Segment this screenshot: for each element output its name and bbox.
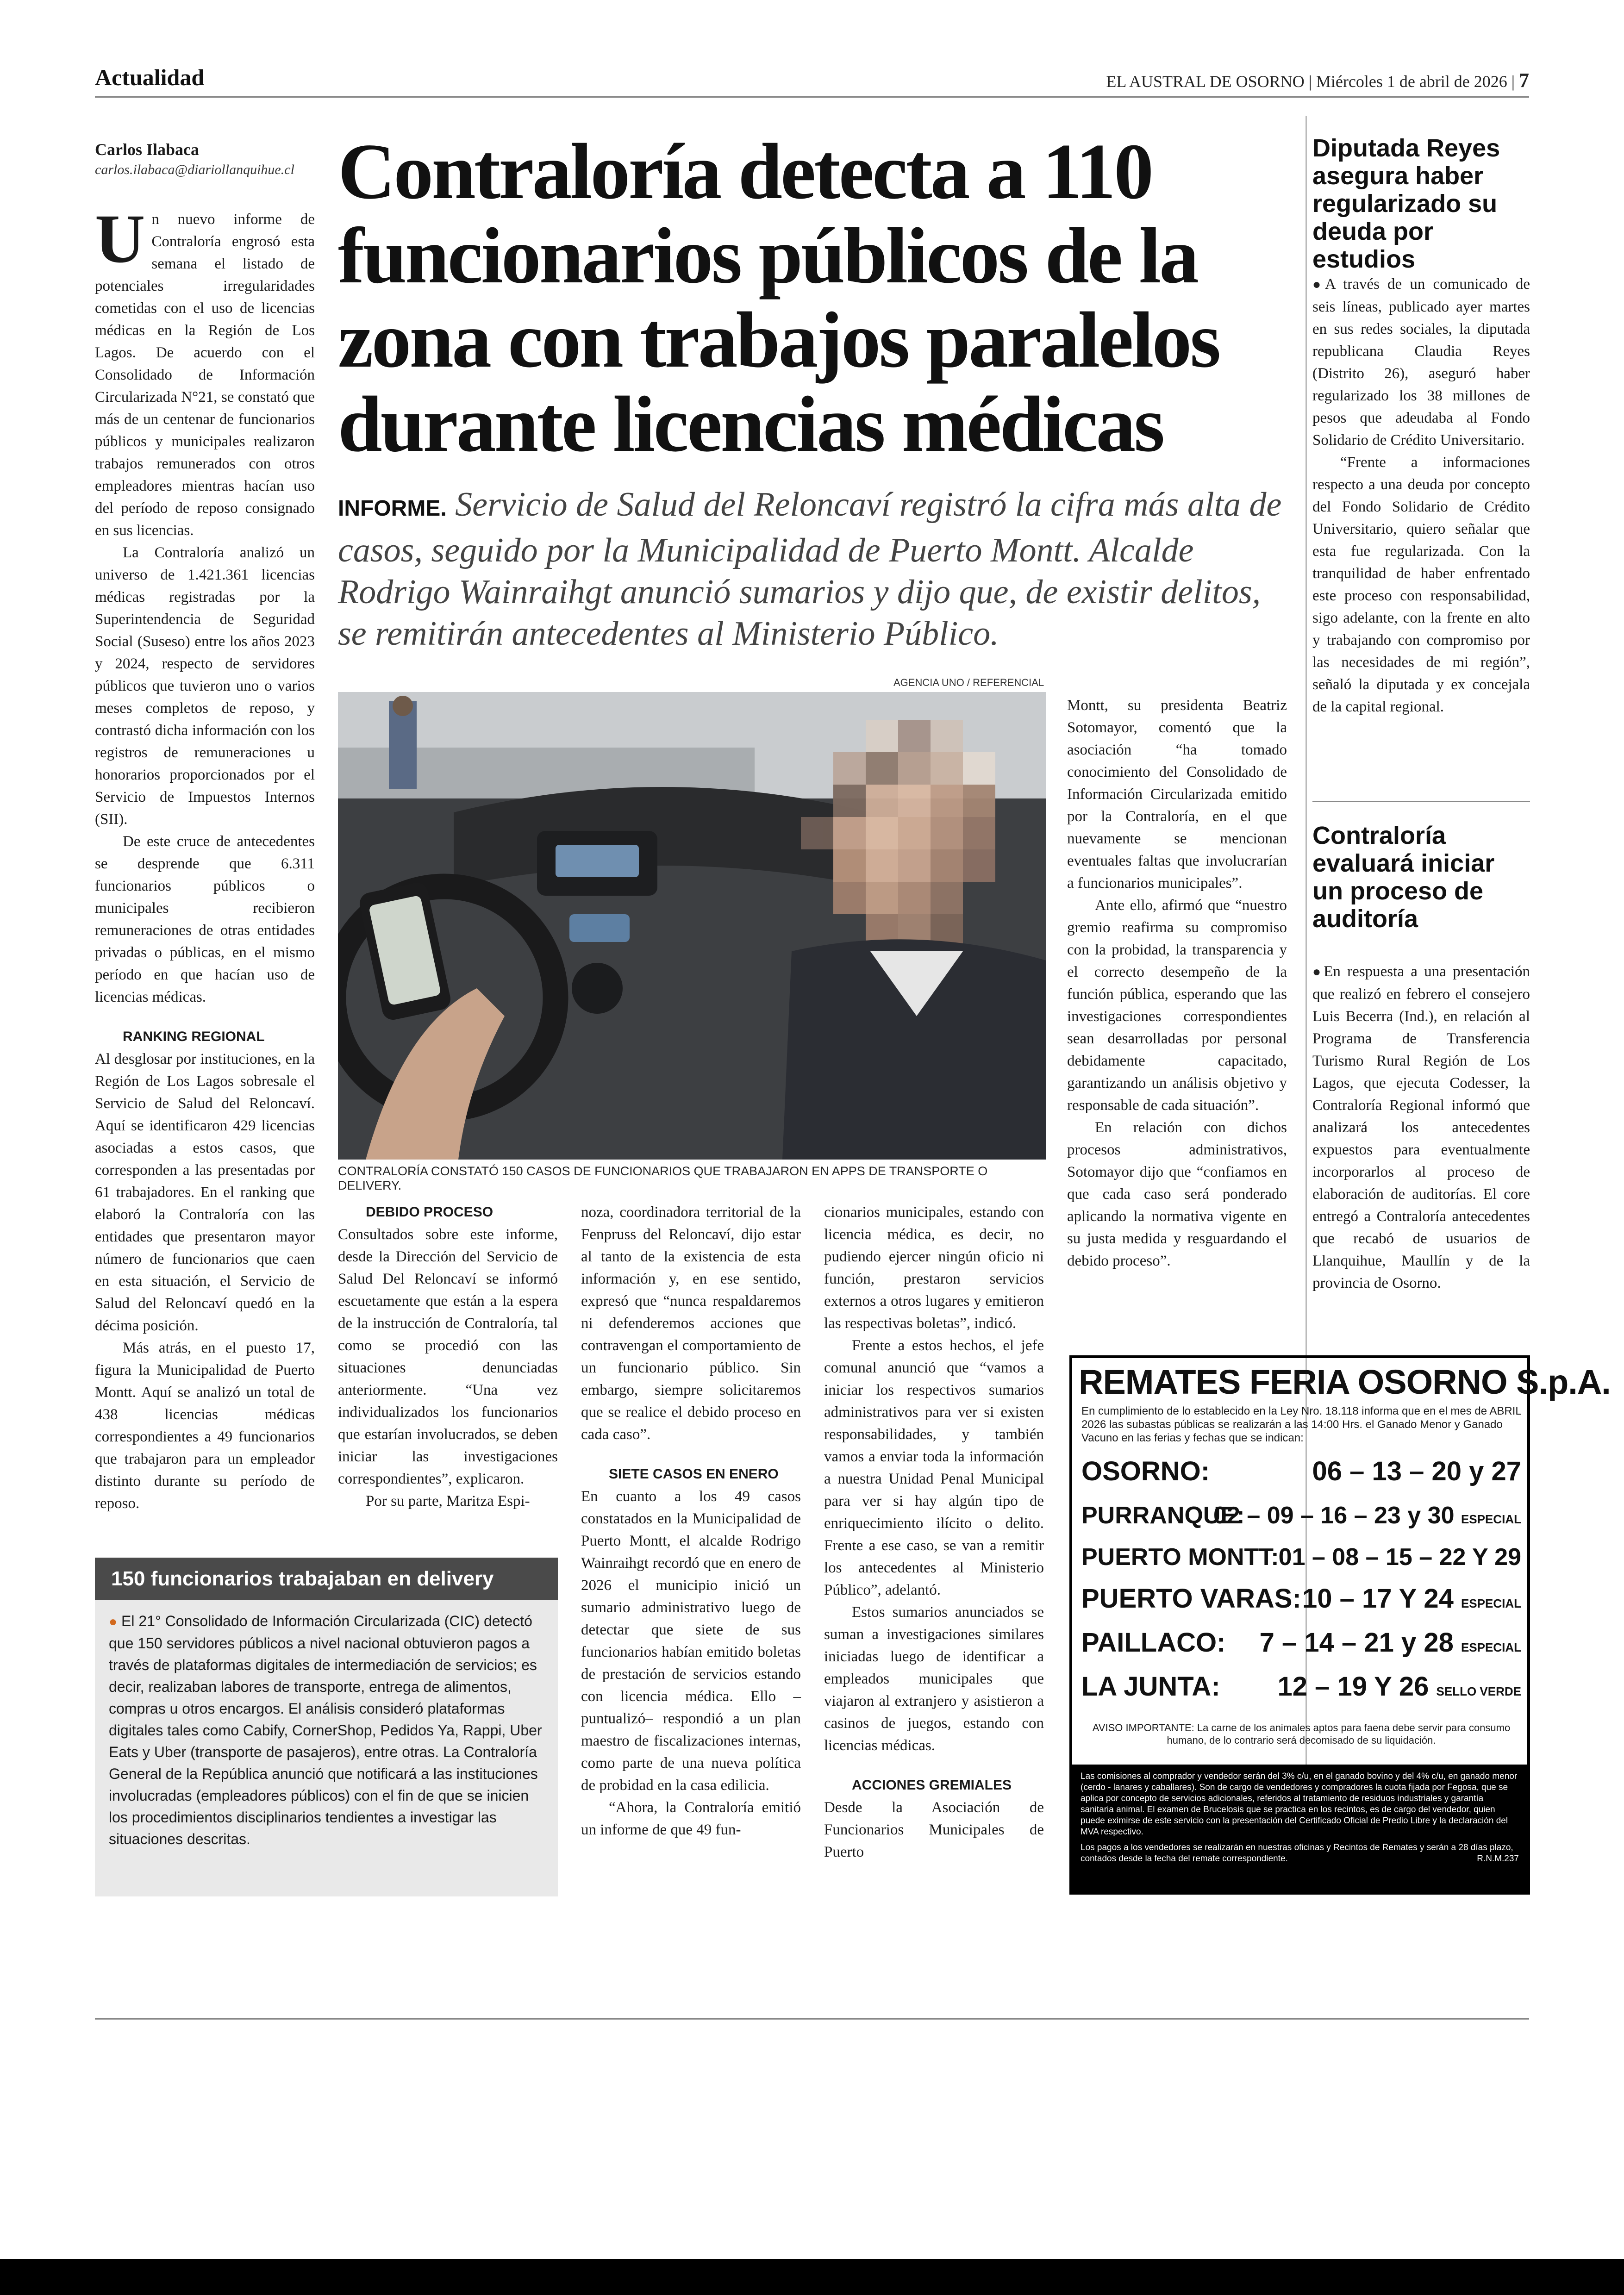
bullet-icon: ● <box>109 1614 118 1629</box>
article-column-5 <box>1067 694 1287 1272</box>
paragraph: Al desglosar por instituciones, en la Región de Los Lagos sobresale el Servicio de Salud del Reloncaví. Aquí se identificaron 429 licencias asociadas a estos casos, que corresponden a las presentadas por 61 trabajadores. En el ranking que elaboró la Contraloría con las entidades que presentaron mayor número de funcionarios que caen en esta situación, el Servicio de Salud del Reloncaví quedó en la décima posición. <box>95 1051 315 1334</box>
paragraph: De este cruce de antecedentes se desprende que 6.311 funcionarios públicos o municipales recibieron remuneraciones de otras entidades privadas o públicas, en el mismo período en que hacían uso de licencias médicas. <box>95 833 315 1005</box>
article-column-3 <box>581 1201 801 1841</box>
article-column-4 <box>824 1201 1044 1863</box>
article-photo <box>338 692 1046 1160</box>
paragraph: En relación con dichos procesos administrativos, Sotomayor dijo que “confiamos en que cada caso será ponderado aplicando la normativa vigente en su justa medida y resguardando el debido proceso”. <box>1067 1119 1287 1269</box>
ad-row-puerto-montt: PUERTO MONTT: 01 – 08 – 15 – 22 Y 29 <box>1081 1544 1521 1571</box>
sidebar-story2-title: Contraloría evaluará iniciar un proceso de auditoría <box>1312 822 1495 933</box>
dropcap: U <box>95 200 145 277</box>
subheading-acciones-gremiales: ACCIONES GREMIALES <box>852 1777 1012 1793</box>
sidebar-rule <box>1312 801 1530 802</box>
paragraph: Más atrás, en el puesto 17, figura la Municipalidad de Puerto Montt. Aquí se analizó un total de 438 licencias médicas correspondientes a 49 funcionarios que trabajaron para un empleador distinto durante su período de reposo. <box>95 1340 315 1512</box>
paragraph: La Contraloría analizó un universo de 1.421.361 licencias médicas registradas por la Superintendencia de Seguridad Social (Suseso) entre los años 2023 y 2024, respecto de servidores públicos que tuvieron uno o varios meses completos de reposo, y contrastó dicha información con los registros de remuneraciones u honorarios proporcionados por el Servicio de Impuestos Internos (SII). <box>95 544 315 828</box>
paper-info: EL AUSTRAL DE OSORNO | Miércoles 1 de abril de 2026 | 7 <box>1106 69 1529 92</box>
bottom-bar <box>0 2259 1624 2295</box>
deck-text: Servicio de Salud del Reloncaví registró la cifra más alta de casos, seguido por la Municipalidad de Puerto Montt. Alcalde Rodrigo Wainraihgt anunció sumarios y dijo que, de existir delitos, se remitirán antecedentes al Ministerio Público. <box>338 486 1282 653</box>
paragraph: Por su parte, Maritza Espi- <box>366 1493 530 1509</box>
bullet-icon: ● <box>1312 277 1325 292</box>
page-number: 7 <box>1519 69 1529 92</box>
footer-rule <box>95 2018 1529 2020</box>
header-rule <box>95 96 1529 98</box>
lead-paragraph: Un nuevo informe de Contraloría engrosó esta semana el listado de potenciales irregularidades cometidas con el uso de licencias médicas en la Región de Los Lagos. De acuerdo con el Consolidado de Información Circularizada N°21, se constató que más de un centenar de funcionarios públicos y municipales realizaron trabajos remunerados con otros empleadores mientras hacían uso del período de reposo consignado en sus licencias. <box>95 200 315 539</box>
article-column-2 <box>338 1201 558 1512</box>
paragraph: “Ahora, la Contraloría emitió un informe de que 49 fun- <box>581 1799 801 1838</box>
paragraph: ●A través de un comunicado de seis líneas, publicado ayer martes en sus redes sociales, la diputada republicana Claudia Reyes (Distrito 26), aseguró haber regularizado los 38 millones de pesos que adeudaba al Fondo Solidario de Crédito Universitario. <box>1312 276 1530 449</box>
issue-date: Miércoles 1 de abril de 2026 <box>1316 72 1507 91</box>
paragraph: Frente a estos hechos, el jefe comunal anunció que “vamos a iniciar los respectivos sumarios administrativos para ver si existen responsabilidades, y también vamos a enviar toda la información a nuestra Unidad Penal Municipal para ver si hay algún tipo de enriquecimiento ilícito o delito. Frente a ese caso, se van a remitir los antecedentes al Ministerio Público”, adelantó. <box>824 1337 1044 1598</box>
author-name: Carlos Ilabaca <box>95 140 199 159</box>
photo-caption: CONTRALORÍA CONSTATÓ 150 CASOS DE FUNCIONARIOS QUE TRABAJARON EN APPS DE TRANSPORTE O DELIVERY. <box>338 1164 988 1192</box>
box-body <box>95 1600 558 1896</box>
paragraph: Ante ello, afirmó que “nuestro gremio reafirma su compromiso con la probidad, la transparencia y el correcto desempeño de la función pública, esperando que las investigaciones correspondientes sean desarrolladas por personal debidamente capacitado, garantizando un análisis objetivo y responsable de cada situación”. <box>1067 897 1287 1114</box>
ad-footer-payments: Los pagos a los vendedores se realizarán en nuestras oficinas y Recintos de Remates y serán a 28 días plazo, contados desde la fecha del remate correspondiente. R.N.M.237 <box>1081 1843 1519 1864</box>
paragraph: ●En respuesta a una presentación que realizó en febrero el consejero Luis Becerra (Ind.), en relación al Programa de Transferencia Turismo Rural Región de Los Lagos, que ejecuta Codesser, la Contraloría Regional informó que analizará los antecedentes expuestos para eventualmente incorporarlos al proceso de elaboración de auditorías. El core entregó a Contraloría antecedentes que recabó de usuarios de Llanquihue, Maullín y de la provincia de Osorno. <box>1312 963 1530 1291</box>
ad-notice: AVISO IMPORTANTE: La carne de los animales aptos para faena debe servir para consumo humano, de lo contrario será decomisado de su liquidación. <box>1092 1722 1511 1746</box>
ad-title: REMATES FERIA OSORNO S.p.A. <box>1079 1363 1611 1401</box>
paragraph: Desde la Asociación de Funcionarios Municipales de Puerto <box>824 1799 1044 1860</box>
headline: Contraloría detecta a 110 funcionarios públicos de la zona con trabajos paralelos durante licencias médicas <box>338 128 1219 468</box>
box-text: El 21° Consolidado de Información Circularizada (CIC) detectó que 150 servidores públicos a nivel nacional obtuvieron pagos a través de plataformas digitales de intermediación de servicios; es decir, realizaban labores de transporte, entrega de alimentos, compras u otros encargos. El análisis consideró plataformas digitales tales como Cabify, CornerShop, Pedidos Ya, Rappi, Uber Eats y Uber (transporte de pasajeros), entre otras. La Contraloría General de la República anunció que notificará a las instituciones involucradas (empleadores públicos) con el fin de que se inicien los procedimientos disciplinarios tendientes a investigar las situaciones descritas. <box>109 1613 542 1847</box>
paragraph: Montt, su presidenta Beatriz Sotomayor, comentó que la asociación “ha tomado conocimiento del Consolidado de Información Circularizada emitido por la Contraloría, en el que nuevamente se mencionan eventuales faltas que involucrarían a funcionarios municipales”. <box>1067 697 1287 892</box>
subheading-ranking: RANKING REGIONAL <box>123 1029 265 1044</box>
ad-row-osorno: OSORNO: 06 – 13 – 20 y 27 <box>1081 1456 1521 1486</box>
deck-kicker: INFORME. <box>338 496 447 521</box>
deck <box>338 484 1296 655</box>
subheading-siete-casos: SIETE CASOS EN ENERO <box>609 1466 779 1482</box>
ad-code: R.N.M.237 <box>1477 1854 1519 1864</box>
ad-row-purranque: PURRANQUE: 02 – 09 – 16 – 23 y 30 ESPECIAL <box>1081 1502 1521 1529</box>
photo-credit: AGENCIA UNO / REFERENCIAL <box>893 677 1044 688</box>
paragraph: Consultados sobre este informe, desde la Dirección del Servicio de Salud Del Reloncaví se informó escuetamente que están a la espera de la instrucción de Contraloría, tal como se procedió con las situaciones denunciadas anteriormente. “Una vez individualizados los funcionarios que estarían involucrados, se deben iniciar las investigaciones correspondientes”, explicaron. <box>338 1226 558 1487</box>
ad-footer-commissions: Las comisiones al comprador y vendedor serán del 3% c/u, en el ganado bovino y del 4% c/u, en ganado menor (cerdo - lanares y caballares). Son de cargo de vendedores y compradores la cuota fijada por Fegosa, que se aplica por concepto de servicios adicionales, referidos al tratamiento de residuos industriales y garantía sanitaria animal. El examen de Brucelosis que se practica en los recintos, es de cargo del vendedor, quien puede eximirse de este servicio con la presentación del Certificado Oficial de Predio Libre y la declaración del MVA respectivo. <box>1081 1771 1518 1837</box>
paragraph: Estos sumarios anunciados se suman a investigaciones similares iniciadas luego de identificar a empleados municipales que viajaron al extranjero y asistieron a casinos de juegos, estando con licencias médicas. <box>824 1604 1044 1754</box>
sidebar-story1-body <box>1312 273 1530 718</box>
sidebar-story1-title: Diputada Reyes asegura haber regularizado su deuda por estudios <box>1312 134 1500 273</box>
ad-row-la-junta: LA JUNTA: 12 – 19 Y 26 SELLO VERDE <box>1081 1671 1521 1702</box>
remates-ad <box>1069 1355 1611 1895</box>
subheading-debido-proceso: DEBIDO PROCESO <box>366 1204 493 1220</box>
bullet-icon: ● <box>1312 964 1324 979</box>
box-title: 150 funcionarios trabajaban en delivery <box>95 1558 558 1600</box>
author-email[interactable]: carlos.ilabaca@diariollanquihue.cl <box>95 162 294 177</box>
section-label: Actualidad <box>95 64 205 90</box>
ad-row-puerto-varas: PUERTO VARAS: 10 – 17 Y 24 ESPECIAL <box>1081 1584 1521 1614</box>
sidebar-story2-body <box>1312 960 1530 1294</box>
paragraph: En cuanto a los 49 casos constatados en la Municipalidad de Puerto Montt, el alcalde Rodrigo Wainraihgt recordó que en enero de 2026 el municipio inició un sumario administrativo luego de detectar que siete de sus funcionarios habían emitido boletas de prestación de servicios estando con licencia médica. Ello –puntualizó– respondió a un plan maestro de fiscalizaciones internas, como parte de una nueva política de probidad en la casa edilicia. <box>581 1488 801 1794</box>
paragraph: “Frente a informaciones respecto a una deuda por concepto del Fondo Solidario de Crédito Universitario, quiero señalar que esta fue regularizada. Con la tranquilidad de haber enfrentado este proceso con responsabilidad, sigo adelante, con la frente en alto y trabajando con compromiso por las necesidades de mi región”, señaló la diputada y ex concejala de la capital regional. <box>1312 454 1530 715</box>
ad-footer <box>1072 1765 1527 1892</box>
ad-row-paillaco: PAILLACO: 7 – 14 – 21 y 28 ESPECIAL <box>1081 1628 1521 1658</box>
newspaper-name: EL AUSTRAL DE OSORNO <box>1106 72 1305 91</box>
paragraph: noza, coordinadora territorial de la Fenpruss del Reloncaví, dijo estar al tanto de la existencia de esta información y, en ese sentido, expresó que “nunca respaldaremos ni defenderemos acciones que contravengan el comportamiento de un funcionario público. Sin embargo, siempre solicitaremos que se realice el debido proceso en cada caso”. <box>581 1204 801 1443</box>
paragraph: cionarios municipales, estando con licencia médica, es decir, no pudiendo ejercer ningún oficio ni función, prestaron servicios externos a otros lugares y emitieron las respectivas boletas”, indicó. <box>824 1204 1044 1332</box>
article-column-1 <box>95 200 315 1515</box>
ad-intro: En cumplimiento de lo establecido en la Ley Nro. 18.118 informa que en el mes de ABRIL 2026 las subastas públicas se realizarán a las 14:00 Hrs. el Ganado Menor y Ganado Vacuno en las ferias y fechas que se indican: <box>1081 1405 1521 1444</box>
